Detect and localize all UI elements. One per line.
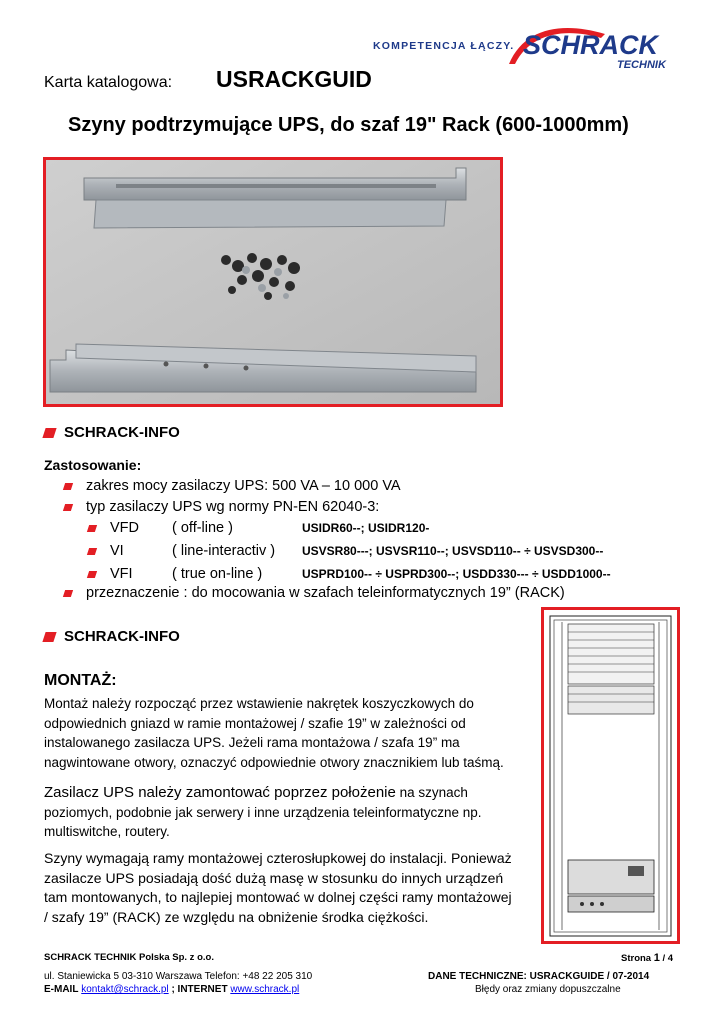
page-title: Szyny podtrzymujące UPS, do szaf 19" Rack (600-1000mm) <box>68 114 629 136</box>
website-link[interactable]: www.schrack.pl <box>230 984 300 995</box>
section-heading-label: SCHRACK-INFO <box>64 424 180 441</box>
montaz-title: MONTAŻ: <box>44 672 117 689</box>
doc-type-row <box>44 66 444 96</box>
sub-item-vfi <box>88 566 611 582</box>
montaz-paragraph-2 <box>44 783 514 842</box>
red-bullet-icon <box>87 571 97 578</box>
footer-contact <box>44 984 299 995</box>
schrack-info-heading <box>44 424 180 441</box>
sub-item-desc: ( line-interactiv ) <box>172 543 276 559</box>
sub-item-desc: ( true on-line ) <box>172 566 263 582</box>
section-heading-label: SCHRACK-INFO <box>64 628 180 645</box>
montaz-paragraph-1: Montaż należy rozpocząć przez wstawienie nakrętek koszyczkowych do odpowiednich gniazd w ramie montażowej / szafie 19” w zależności od instalowanego zasilacza UPS. Jeżeli rama montażowa / szafa 19” ma nagwintowane otwory, oznaczyć odpowiednie otwory znacznikiem lub taśmą. <box>44 696 504 770</box>
list-item-purpose <box>64 585 565 601</box>
schrack-info-heading <box>44 628 180 645</box>
rails-photo-illustration <box>46 160 500 404</box>
product-photo <box>43 157 503 407</box>
svg-text:TECHNIK: TECHNIK <box>617 59 666 71</box>
sub-item-vfd <box>88 520 429 536</box>
schrack-logo <box>505 24 685 72</box>
red-bullet-icon <box>87 548 97 555</box>
list-item-ups-type <box>64 499 379 515</box>
montaz-paragraph-3: Szyny wymagają ramy montażowej czterosłupkowej do instalacji. Ponieważ zasilacze UPS posiadają dość dużą masę w stosunku do innych urządzeń tam montowanych, to najlepiej montować w dolnej części ramy montażowej / szafy 19” (RACK) ze względu na obniżenie środka ciężkości. <box>44 850 512 925</box>
list-item-text: typ zasilaczy UPS wg normy PN-EN 62040-3: <box>86 499 380 515</box>
sub-item-type: VFD <box>110 520 139 536</box>
application-title: Zastosowanie: <box>44 457 142 473</box>
footer-company: SCHRACK TECHNIK Polska Sp. z o.o. <box>44 952 214 963</box>
sub-item-type: VI <box>110 543 124 559</box>
company-tagline: KOMPETENCJA ŁĄCZY. <box>373 40 515 52</box>
sub-item-vi <box>88 543 603 559</box>
sub-item-type: VFI <box>110 566 133 582</box>
red-bullet-icon <box>42 428 56 438</box>
sub-item-desc: ( off-line ) <box>172 520 233 536</box>
sub-item-codes: USIDR60--; USIDR120- <box>302 521 430 535</box>
footer-address: ul. Staniewicka 5 03-310 Warszawa Telefon: +48 22 205 310 <box>44 971 313 982</box>
email-link[interactable]: kontakt@schrack.pl <box>81 984 169 995</box>
paragraph-rest: na szynach poziomych, podobnie jak serwery i inne urządzenia teleinformatyczne np. multiswitche, routery. <box>44 785 482 839</box>
red-bullet-icon <box>63 504 73 511</box>
paragraph-lead: Zasilacz UPS należy zamontować poprzez położenie <box>44 784 396 801</box>
rack-diagram <box>541 607 680 944</box>
red-bullet-icon <box>63 590 73 597</box>
sub-item-codes: USPRD100-- ÷ USPRD300--; USDD330--- ÷ USDD1000-- <box>302 567 611 581</box>
email-label: E-MAIL <box>44 984 79 995</box>
list-item-text: zakres mocy zasilaczy UPS: 500 VA – 10 000 VA <box>86 478 401 494</box>
internet-label: ; INTERNET <box>171 984 228 995</box>
list-item-power-range <box>64 478 401 494</box>
red-bullet-icon <box>63 483 73 490</box>
page-label: Strona <box>621 953 652 964</box>
red-bullet-icon <box>87 525 97 532</box>
footer-tech-data: DANE TECHNICZNE: USRACKGUIDE / 07-2014 <box>428 971 650 982</box>
footer-disclaimer: Błędy oraz zmiany dopuszczalne <box>475 984 621 995</box>
sub-item-codes: USVSR80---; USVSR110--; USVSD110-- ÷ USVSD300-- <box>302 544 604 558</box>
page-current: 1 <box>653 952 660 964</box>
page-number <box>621 952 673 964</box>
rack-cabinet-illustration <box>544 610 677 941</box>
doc-type-label: Karta katalogowa: <box>44 74 173 91</box>
svg-text:SCHRACK: SCHRACK <box>523 30 658 60</box>
page-total: / 4 <box>662 953 674 964</box>
doc-code: USRACKGUID <box>216 66 372 92</box>
list-item-text: przeznaczenie : do mocowania w szafach teleinformatycznych 19” (RACK) <box>86 585 565 601</box>
red-bullet-icon <box>42 632 56 642</box>
